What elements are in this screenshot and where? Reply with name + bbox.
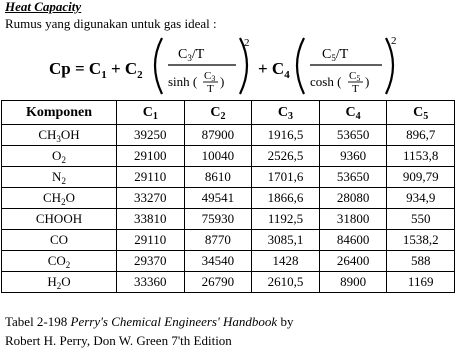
cell-c1: 29100 xyxy=(117,146,185,167)
table-row xyxy=(2,146,455,167)
cell-c1: 33810 xyxy=(117,209,185,230)
cell-c3: 1428 xyxy=(252,251,320,272)
formula-lhs: $Cp = C_1 + C_2$ xyxy=(49,59,143,81)
component-name: $O_2$ xyxy=(2,146,117,167)
cell-c4: 8900 xyxy=(319,272,387,293)
cell-c4: 84600 xyxy=(319,230,387,251)
table-source-note xyxy=(5,312,455,350)
cell-c3: 2526,5 xyxy=(252,146,320,167)
power-1: 2 xyxy=(244,37,250,49)
cell-c3: 3085,1 xyxy=(252,230,320,251)
cell-c4: 53650 xyxy=(319,167,387,188)
fraction1-inner-den: T xyxy=(207,83,214,95)
cell-c2: 34540 xyxy=(184,251,252,272)
cell-c4: 26400 xyxy=(319,251,387,272)
component-name: $CH_2O$ xyxy=(2,188,117,209)
table-row xyxy=(2,209,455,230)
component-name: $N_2$ xyxy=(2,167,117,188)
table-row xyxy=(2,125,455,146)
cell-c4: 28080 xyxy=(319,188,387,209)
cell-c2: 8610 xyxy=(184,167,252,188)
cell-c5: 588 xyxy=(387,251,455,272)
component-name: CO xyxy=(2,230,117,251)
cell-c5: 1153,8 xyxy=(387,146,455,167)
cell-c3: 1916,5 xyxy=(252,125,320,146)
fraction2-numerator: $C_5/T$ xyxy=(322,47,349,63)
table-row xyxy=(2,167,455,188)
cell-c3: 1701,6 xyxy=(252,167,320,188)
header-c1: $C_1$ xyxy=(117,101,185,125)
left-paren-1 xyxy=(155,38,162,94)
header-komponen: Komponen xyxy=(2,101,117,125)
intro-text: Rumus yang digunakan untuk gas ideal : xyxy=(5,16,217,31)
component-name: $CH_3OH$ xyxy=(2,125,117,146)
cell-c4: 31800 xyxy=(319,209,387,230)
fraction2-denominator-close: ) xyxy=(365,74,370,89)
cell-c1: 33270 xyxy=(117,188,185,209)
cell-c2: 49541 xyxy=(184,188,252,209)
header-c3: $C_3$ xyxy=(252,101,320,125)
component-name: $CO_2$ xyxy=(2,251,117,272)
cell-c5: 934,9 xyxy=(387,188,455,209)
cell-c5: 896,7 xyxy=(387,125,455,146)
heat-capacity-formula xyxy=(0,32,458,98)
header-c4: $C_4$ xyxy=(319,101,387,125)
cell-c5: 550 xyxy=(387,209,455,230)
cell-c2: 8770 xyxy=(184,230,252,251)
source-line-2: Robert H. Perry, Don W. Green 7'th Edition xyxy=(5,333,232,348)
formula-plus-c4: + $C_4$ xyxy=(258,59,290,81)
cell-c3: 2610,5 xyxy=(252,272,320,293)
cell-c1: 29110 xyxy=(117,167,185,188)
table-row xyxy=(2,188,455,209)
cell-c3: 1866,6 xyxy=(252,188,320,209)
heat-capacity-table xyxy=(1,100,455,293)
cell-c5: 1538,2 xyxy=(387,230,455,251)
cell-c2: 10040 xyxy=(184,146,252,167)
cell-c2: 75930 xyxy=(184,209,252,230)
cell-c1: 39250 xyxy=(117,125,185,146)
fraction2-denominator-fn: cosh ( xyxy=(310,74,342,89)
fraction1-inner-num: C3 xyxy=(204,70,216,83)
cell-c2: 26790 xyxy=(184,272,252,293)
fraction2-inner-den: T xyxy=(352,83,359,95)
fraction1-denominator-close: ) xyxy=(220,74,225,89)
cell-c4: 53650 xyxy=(319,125,387,146)
table-row xyxy=(2,230,455,251)
cell-c2: 87900 xyxy=(184,125,252,146)
cell-c5: 1169 xyxy=(387,272,455,293)
component-name: CHOOH xyxy=(2,209,117,230)
cell-c3: 1192,5 xyxy=(252,209,320,230)
power-2: 2 xyxy=(391,35,397,47)
fraction2-inner-num: C5 xyxy=(349,70,361,83)
fraction1-numerator: $C_3/T$ xyxy=(178,47,205,63)
left-paren-2 xyxy=(297,38,304,94)
component-name: $H_2O$ xyxy=(2,272,117,293)
formula-graphic xyxy=(0,32,458,98)
cell-c1: 33360 xyxy=(117,272,185,293)
table-row xyxy=(2,251,455,272)
header-c5: $C_5$ xyxy=(387,101,455,125)
cell-c5: 909,79 xyxy=(387,167,455,188)
cell-c1: 29110 xyxy=(117,230,185,251)
table-header-row xyxy=(2,101,455,125)
header-c2: $C_2$ xyxy=(184,101,252,125)
table-body xyxy=(2,125,455,293)
cell-c4: 9360 xyxy=(319,146,387,167)
cell-c1: 29370 xyxy=(117,251,185,272)
source-line-1: Tabel 2-198 Perry's Chemical Engineers' Handbook by xyxy=(5,314,294,329)
handbook-title: Perry's Chemical Engineers' Handbook xyxy=(70,314,281,329)
table-row xyxy=(2,272,455,293)
fraction1-denominator-fn: sinh ( xyxy=(168,74,198,89)
section-heading: Heat Capacity xyxy=(5,0,82,14)
